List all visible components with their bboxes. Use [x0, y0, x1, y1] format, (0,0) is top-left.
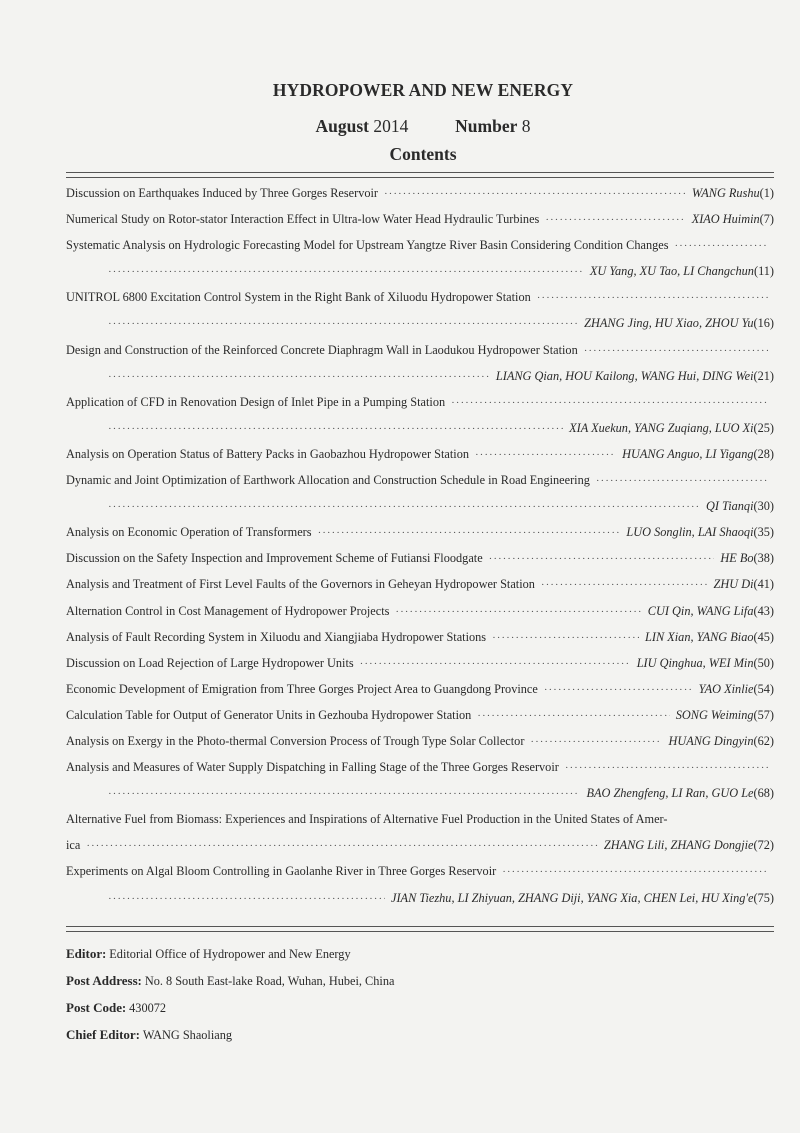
dot-leader — [395, 606, 641, 618]
article-authors: QI Tianqi — [706, 499, 754, 514]
dot-leader — [565, 762, 768, 774]
toc-entry-line — [66, 186, 774, 212]
article-title: Alternation Control in Cost Management of Hydropower Projects — [66, 603, 390, 618]
article-authors: JIAN Tiezhu, LI Zhiyuan, ZHANG Diji, YANG Xia, CHEN Lei, HU Xing'e — [391, 890, 754, 905]
article-title: UNITROL 6800 Excitation Control System in the Right Bank of Xiluodu Hydropower Station — [66, 290, 531, 305]
dot-leader — [489, 553, 715, 565]
dot-leader — [86, 840, 598, 852]
article-page: (28) — [753, 446, 774, 461]
toc-entry-line — [66, 316, 774, 342]
info-label: Editor — [66, 946, 103, 961]
article-title: Application of CFD in Renovation Design of Inlet Pipe in a Pumping Station — [66, 394, 446, 409]
toc-entry-line — [66, 630, 774, 656]
dot-leader — [544, 684, 693, 696]
article-authors: XU Yang, XU Tao, LI Changchun — [589, 264, 754, 279]
article-authors: XIA Xuekun, YANG Zuqiang, LUO Xi — [569, 420, 754, 435]
toc-entry-line — [66, 447, 774, 473]
dot-leader — [384, 188, 686, 200]
toc-entry-line — [66, 290, 774, 316]
article-title: Discussion on Earthquakes Induced by Three Gorges Reservoir — [66, 186, 379, 200]
article-page: (45) — [753, 629, 774, 644]
article-page: (75) — [753, 890, 774, 905]
dot-leader — [530, 736, 662, 748]
article-authors: HUANG Dingyin — [668, 733, 754, 748]
toc-entry-line — [66, 499, 774, 525]
article-authors: WANG Rushu — [691, 186, 760, 200]
info-label: Post Address — [66, 973, 138, 988]
article-page: (16) — [753, 316, 774, 331]
article-page: (7) — [759, 212, 774, 227]
bottom-rule — [66, 926, 774, 932]
toc-entry-line — [66, 525, 774, 551]
article-title: Analysis and Measures of Water Supply Dispatching in Falling Stage of the Three Gorges Reservoir — [66, 760, 559, 775]
article-page: (30) — [753, 499, 774, 514]
article-title: Dynamic and Joint Optimization of Earthwork Allocation and Construction Schedule in Road Engineering — [66, 473, 590, 488]
article-authors: LIU Qinghua, WEI Min — [636, 655, 754, 670]
article-authors: CUI Qin, WANG Lifa — [647, 603, 754, 618]
article-authors: ZHU Di — [713, 577, 754, 592]
toc-entry-line — [66, 682, 774, 708]
dot-leader — [492, 632, 639, 644]
toc-entry-line — [66, 708, 774, 734]
info-row: Chief Editor: WANG Shaoliang — [66, 1027, 233, 1042]
dot-leader — [108, 423, 563, 435]
article-page: (50) — [753, 655, 774, 670]
article-page: (62) — [753, 733, 774, 748]
dot-leader — [545, 214, 685, 226]
toc-entry-line — [66, 473, 774, 499]
article-title: Alternative Fuel from Biomass: Experiences and Inspirations of Alternative Fuel Production in the United States of Amer- — [66, 812, 668, 827]
toc-entry-line — [66, 264, 774, 290]
article-authors: LUO Songlin, LAI Shaoqi — [626, 525, 754, 540]
article-title: ica — [66, 838, 81, 853]
toc-entry-line — [66, 864, 774, 890]
toc-entry-line — [66, 212, 774, 238]
article-authors: ZHANG Lili, ZHANG Dongjie — [603, 838, 754, 853]
toc-entry-line — [66, 238, 774, 264]
article-authors: HUANG Anguo, LI Yigang — [622, 446, 754, 461]
article-authors: LIN Xian, YANG Biao — [645, 629, 754, 644]
issue-number-label: Number — [455, 116, 518, 136]
article-title: Calculation Table for Output of Generator Units in Gezhouba Hydropower Station — [66, 707, 472, 722]
info-label: Chief Editor — [66, 1027, 136, 1042]
article-page: (72) — [753, 838, 774, 853]
dot-leader — [108, 318, 578, 330]
article-page: (38) — [753, 551, 774, 566]
dot-leader — [360, 658, 631, 670]
journal-title: HYDROPOWER AND NEW ENERGY — [272, 80, 574, 100]
toc-entry-line — [66, 656, 774, 682]
article-page: (68) — [753, 786, 774, 801]
article-page: (54) — [753, 681, 774, 696]
article-title: Design and Construction of the Reinforced Concrete Diaphragm Wall in Laodukou Hydropower Station — [66, 342, 578, 357]
toc-entry-line — [66, 734, 774, 760]
article-title: Discussion on Load Rejection of Large Hydropower Units — [66, 655, 354, 670]
toc-entry-line — [66, 343, 774, 369]
article-title: Analysis on Economic Operation of Transformers — [66, 525, 312, 540]
top-rule — [66, 172, 774, 178]
toc-entry-line — [66, 838, 774, 864]
dot-leader — [584, 345, 768, 357]
article-title: Experiments on Algal Bloom Controlling in Gaolanhe River in Three Gorges Reservoir — [66, 864, 497, 879]
table-of-contents — [66, 186, 774, 917]
dot-leader — [108, 371, 490, 383]
article-title: Analysis on Operation Status of Battery Packs in Gaobazhou Hydropower Station — [66, 446, 469, 461]
dot-leader — [108, 893, 385, 905]
info-value: No. 8 South East-lake Road, Wuhan, Hubei, China — [144, 974, 395, 988]
info-label: Post Code — [66, 1000, 122, 1015]
info-value: WANG Shaoliang — [142, 1028, 233, 1042]
toc-entry-line — [66, 604, 774, 630]
editorial-info — [66, 946, 394, 1054]
info-row: Post Address: No. 8 South East-lake Road, Wuhan, Hubei, China — [66, 973, 395, 988]
toc-entry-line — [66, 551, 774, 577]
article-page: (43) — [753, 603, 774, 618]
article-page: (57) — [753, 707, 774, 722]
article-title: Analysis of Fault Recording System in Xiluodu and Xiangjiaba Hydropower Stations — [66, 629, 487, 644]
article-authors: BAO Zhengfeng, LI Ran, GUO Le — [586, 786, 754, 801]
dot-leader — [108, 501, 700, 513]
article-authors: LIANG Qian, HOU Kailong, WANG Hui, DING Wei — [495, 368, 754, 383]
dot-leader — [108, 788, 580, 800]
article-title: Economic Development of Emigration from Three Gorges Project Area to Guangdong Province — [66, 681, 538, 696]
article-authors: XIAO Huimin — [691, 212, 760, 227]
toc-entry-line — [66, 369, 774, 395]
article-title: Numerical Study on Rotor-stator Interaction Effect in Ultra-low Water Head Hydraulic Turbines — [66, 212, 540, 227]
info-row: Post Code: 430072 — [66, 1000, 167, 1015]
toc-entry-line — [66, 421, 774, 447]
toc-entry-line — [66, 891, 774, 917]
article-page: (21) — [753, 368, 774, 383]
article-page: (11) — [753, 264, 774, 279]
dot-leader — [674, 240, 768, 252]
article-title: Systematic Analysis on Hydrologic Forecasting Model for Upstream Yangtze River Basin Considering Condition Changes — [66, 238, 669, 253]
issue-number: 8 — [517, 116, 531, 136]
dot-leader — [502, 866, 768, 878]
toc-entry-line — [66, 760, 774, 786]
article-authors: SONG Weiming — [675, 707, 754, 722]
issue-line — [0, 116, 800, 137]
info-value: 430072 — [129, 1001, 167, 1015]
toc-entry-line — [66, 577, 774, 603]
article-page: (25) — [753, 420, 774, 435]
article-title: Analysis and Treatment of First Level Faults of the Governors in Geheyan Hydropower Station — [66, 577, 535, 592]
article-authors: HE Bo — [720, 551, 754, 566]
dot-leader — [451, 397, 768, 409]
article-title: Analysis on Exergy in the Photo-thermal Conversion Process of Trough Type Solar Collector — [66, 733, 525, 748]
issue-month: August — [315, 116, 370, 136]
dot-leader — [541, 579, 708, 591]
article-authors: YAO Xinlie — [698, 681, 754, 696]
article-title: Discussion on the Safety Inspection and Improvement Scheme of Futiansi Floodgate — [66, 551, 483, 566]
issue-year: 2014 — [369, 116, 409, 136]
toc-entry-line — [66, 812, 774, 838]
dot-leader — [108, 266, 584, 278]
toc-entry-line — [66, 786, 774, 812]
article-page: (35) — [753, 525, 774, 540]
toc-entry-line — [66, 395, 774, 421]
article-authors: ZHANG Jing, HU Xiao, ZHOU Yu — [584, 316, 754, 331]
dot-leader — [318, 527, 621, 539]
article-page: (1) — [759, 186, 774, 200]
contents-title: Contents — [389, 144, 457, 164]
article-page: (41) — [753, 577, 774, 592]
info-value: Editorial Office of Hydropower and New Energy — [109, 947, 351, 961]
dot-leader — [537, 292, 768, 304]
dot-leader — [477, 710, 669, 722]
dot-leader — [475, 449, 616, 461]
info-row: Editor: Editorial Office of Hydropower and New Energy — [66, 946, 351, 961]
dot-leader — [596, 475, 768, 487]
